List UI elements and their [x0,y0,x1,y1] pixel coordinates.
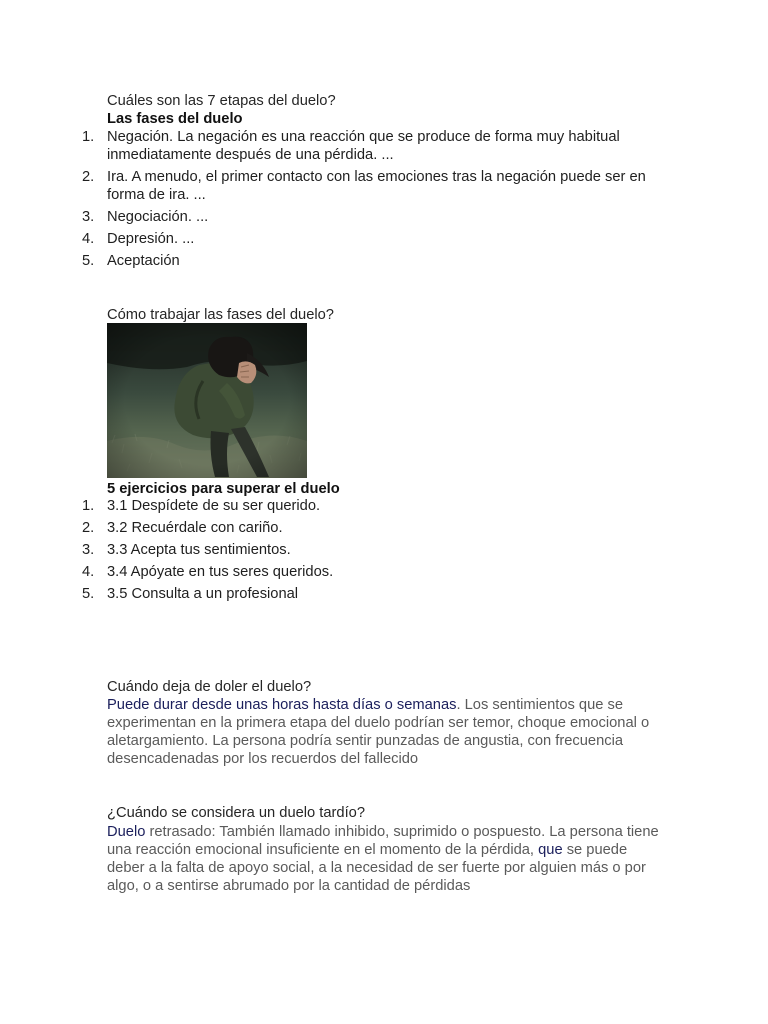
list-number: 2. [82,169,95,185]
list-item [0,230,660,248]
list-number: 2. [82,520,95,536]
list-number: 3. [82,542,95,558]
question-seven-stages: Cuáles son las 7 etapas del duelo? [107,93,336,109]
answer-highlight: que [538,842,563,858]
list-item [0,541,660,559]
list-item-text: 3.3 Acepta tus sentimientos. [107,542,291,558]
list-item-text: 3.5 Consulta a un profesional [107,586,299,602]
list-item-text: Ira. A menudo, el primer contacto con las emociones tras la negación puede ser en forma de ira. ... [107,169,646,203]
list-item [0,585,660,603]
list-item-text: Negación. La negación es una reacción que se produce de forma muy habitual inmediatamente después de una pérdida. ... [107,129,620,163]
list-item-text: Aceptación [107,253,180,269]
answer-delayed-grief [107,823,667,895]
list-item [0,519,660,537]
list-number: 5. [82,253,95,269]
list-number: 1. [82,498,95,514]
list-item [0,252,660,270]
stages-list [0,128,660,274]
list-number: 4. [82,564,95,580]
answer-grief-duration [107,696,667,768]
heading-phases-of-grief: Las fases del duelo [107,111,243,127]
list-item [0,168,660,204]
list-item-text: 3.1 Despídete de su ser querido. [107,498,321,514]
list-item [0,563,660,581]
list-item-text: 3.2 Recuérdale con cariño. [107,520,283,536]
list-number: 4. [82,231,95,247]
list-item-text: Negociación. ... [107,209,209,225]
answer-text: se puede deber a la falta de apoyo social, a la necesidad de ser fuerte por alguien más o por algo, o a sentirse abrumado por la cantidad de pérdidas [107,842,646,894]
answer-highlight: Puede durar desde unas horas hasta días o semanas [107,697,457,713]
list-item-text: 3.4 Apóyate en tus seres queridos. [107,564,334,580]
list-number: 3. [82,209,95,225]
heading-five-exercises: 5 ejercicios para superar el duelo [107,481,340,497]
list-item-text: Depresión. ... [107,231,195,247]
list-item [0,497,660,515]
question-how-to-work-phases: Cómo trabajar las fases del duelo? [107,307,334,323]
exercises-list [0,497,660,607]
question-when-grief-stops-hurting: Cuándo deja de doler el duelo? [107,679,312,695]
question-delayed-grief: ¿Cuándo se considera un duelo tardío? [107,805,366,821]
answer-highlight: Duelo [107,824,146,840]
list-number: 1. [82,129,95,145]
list-item [0,208,660,226]
grieving-person-photo [107,323,307,478]
list-number: 5. [82,586,95,602]
list-item [0,128,660,164]
answer-text: retrasado: También llamado inhibido, suprimido o pospuesto. La persona tiene una reacción emocional insuficiente en el momento de la pérdida, [107,824,659,858]
answer-text: . Los sentimientos que se experimentan en la primera etapa del duelo podrían ser temor, choque emocional o aletargamiento. La persona podría sentir punzadas de angustia, con frecuencia desencadenadas por los recuerdos del fallecido [107,697,650,767]
